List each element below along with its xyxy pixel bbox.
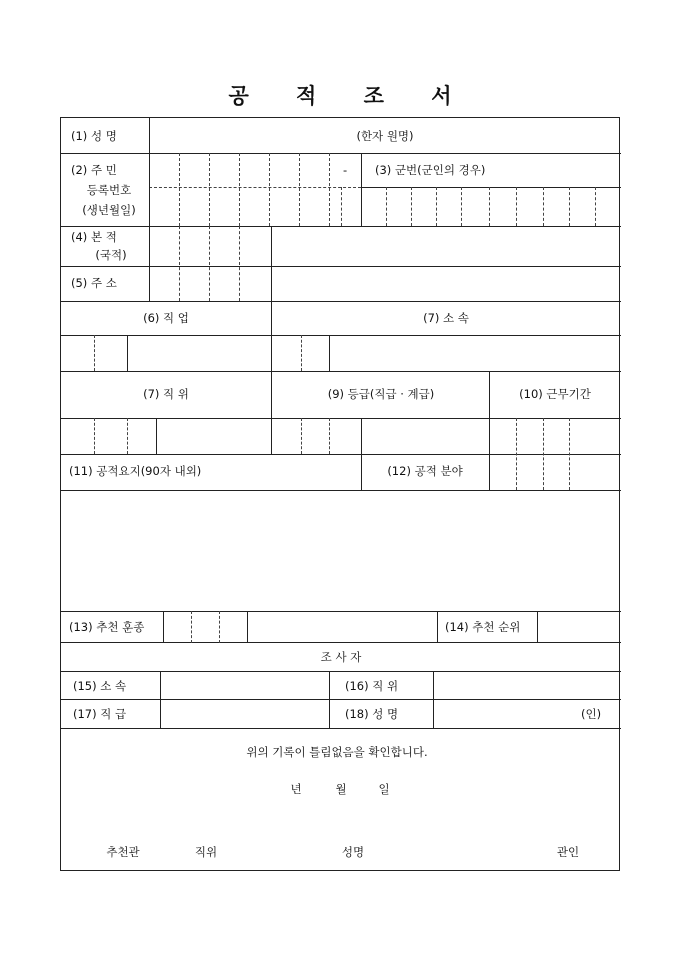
- code-sep: [569, 418, 570, 490]
- col-line: [489, 371, 490, 491]
- domicile-label: (4) 본 적: [71, 230, 117, 244]
- date-month: 월: [335, 782, 347, 796]
- col-line: [127, 335, 128, 371]
- digit-sep: [209, 153, 210, 226]
- job-label: (6) 직 업: [143, 311, 189, 325]
- date-year: 년: [290, 782, 302, 796]
- digit-sep: [341, 187, 342, 226]
- recommender-label: 추천관: [106, 845, 140, 859]
- address-label: (5) 주 소: [71, 276, 117, 290]
- col-line: [160, 671, 161, 729]
- row-line: [61, 153, 621, 154]
- row-line: [61, 728, 621, 729]
- row-line: [61, 418, 621, 419]
- merit-field-label: (12) 공적 분야: [387, 464, 463, 478]
- digit-sep: [461, 187, 462, 226]
- row-line: [61, 226, 621, 227]
- code-sep: [516, 418, 517, 490]
- seal-mark: (인): [581, 707, 602, 721]
- recommender-position-label: 직위: [194, 845, 218, 859]
- digit-sep: [299, 153, 300, 226]
- col-line: [271, 226, 272, 302]
- digit-sep: [329, 153, 330, 226]
- merit-form: [60, 117, 620, 871]
- row-line: [61, 671, 621, 672]
- digit-sep: [489, 187, 490, 226]
- name-hanja-field[interactable]: (한자 원명): [356, 129, 414, 143]
- decoration-label: (13) 추천 훈종: [69, 620, 145, 634]
- digit-sep: [595, 187, 596, 226]
- inv-affiliation-label: (15) 소 속: [73, 679, 127, 693]
- digit-sep: [269, 153, 270, 226]
- resident-dash: -: [343, 163, 348, 177]
- code-sep: [301, 335, 302, 371]
- digit-sep: [386, 187, 387, 226]
- code-sep: [329, 418, 330, 454]
- col-line: [156, 418, 157, 454]
- col-line: [537, 611, 538, 643]
- col-line: [437, 611, 438, 643]
- rank-label: (14) 추천 순위: [445, 620, 521, 634]
- name-label: (1) 성 명: [71, 129, 117, 143]
- code-sep: [179, 226, 180, 301]
- confirm-statement: 위의 기록이 틀림없음을 확인합니다.: [246, 745, 428, 759]
- grade-label: (9) 등급(직급 · 계급): [327, 387, 435, 401]
- recommender-name-label: 성명: [341, 845, 365, 859]
- affiliation-label: (7) 소 속: [423, 311, 469, 325]
- inv-grade-label: (17) 직 급: [73, 707, 127, 721]
- resident-label-c: (생년월일): [82, 203, 136, 217]
- col-line: [271, 301, 272, 454]
- digit-sep: [569, 187, 570, 226]
- investigator-header: 조 사 자: [320, 650, 362, 664]
- row-line: [61, 699, 621, 700]
- merit-summary-label: (11) 공적요지(90자 내외): [69, 464, 202, 478]
- row-line: [361, 187, 621, 188]
- row-line: [61, 335, 621, 336]
- col-line: [433, 671, 434, 729]
- col-line: [329, 671, 330, 729]
- digit-sep: [516, 187, 517, 226]
- row-line: [61, 266, 621, 267]
- inv-name-label: (18) 성 명: [345, 707, 399, 721]
- row-line: [61, 371, 621, 372]
- col-line: [247, 611, 248, 643]
- official-seal-label: 관인: [556, 845, 580, 859]
- date-day: 일: [378, 782, 390, 796]
- digit-sep: [543, 187, 544, 226]
- col-line: [361, 418, 362, 490]
- code-sep: [219, 611, 220, 643]
- code-sep: [543, 418, 544, 490]
- col-line: [163, 611, 164, 643]
- resident-label: (2) 주 민: [71, 163, 117, 177]
- col-line: [329, 335, 330, 371]
- col-line: [361, 153, 362, 227]
- document-title: 공 적 조 서: [228, 83, 472, 108]
- digit-sep: [179, 153, 180, 226]
- code-sep: [94, 418, 95, 454]
- row-line: [61, 301, 621, 302]
- code-sep: [191, 611, 192, 643]
- row-line: [61, 454, 621, 455]
- code-sep: [239, 226, 240, 301]
- resident-label-b: 등록번호: [86, 183, 132, 197]
- digit-sep: [411, 187, 412, 226]
- digit-sep: [239, 153, 240, 226]
- row-line: [61, 490, 621, 491]
- military-number-label: (3) 군번(군인의 경우): [375, 163, 486, 177]
- position-label: (7) 직 위: [143, 387, 189, 401]
- code-sep: [209, 226, 210, 301]
- nationality-label: (국적): [95, 248, 127, 262]
- digit-sep: [436, 187, 437, 226]
- service-period-label: (10) 근무기간: [519, 387, 591, 401]
- code-sep: [301, 418, 302, 454]
- label-col-line: [149, 118, 150, 301]
- code-sep: [127, 418, 128, 454]
- code-sep: [94, 335, 95, 371]
- inv-position-label: (16) 직 위: [345, 679, 399, 693]
